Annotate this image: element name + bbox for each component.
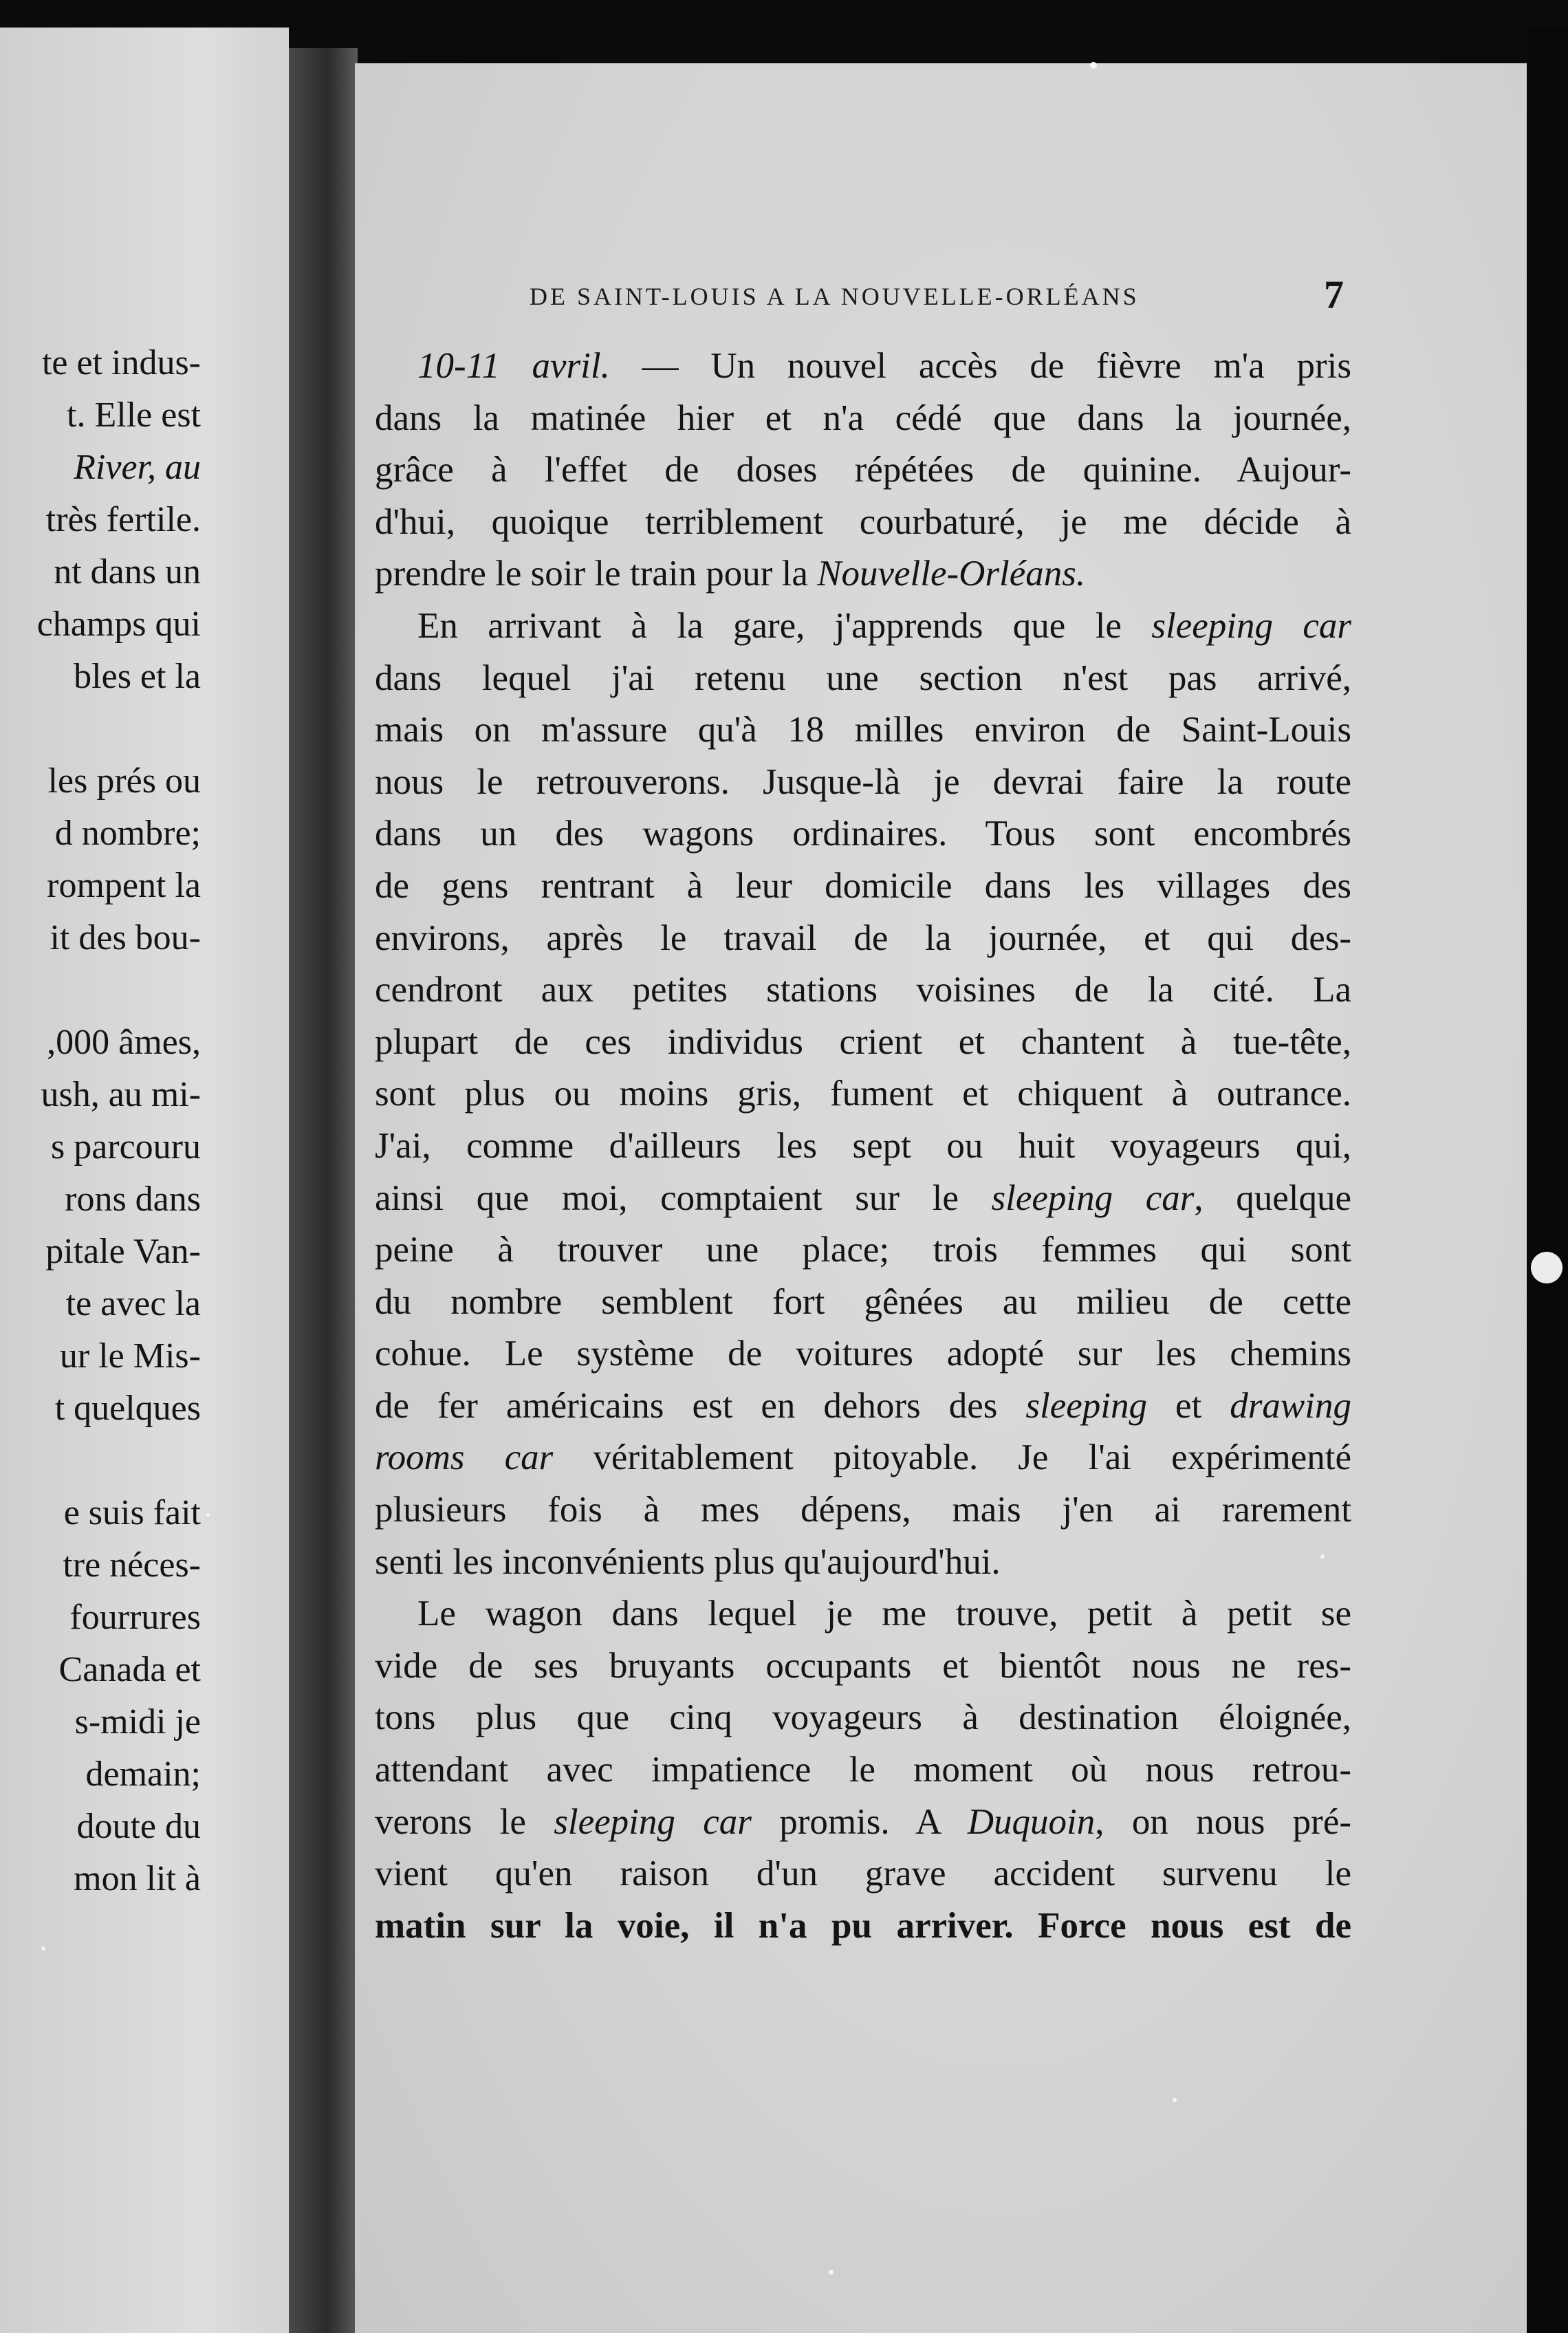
left-line: it des bou- <box>50 918 201 957</box>
left-facing-page <box>0 28 289 2333</box>
text-line: grâce à l'effet de doses répétées de quinine. Aujour- <box>375 450 1351 490</box>
text-line: plupart de ces individus crient et chantent à tue-tête, <box>375 1021 1351 1062</box>
text-line: nous le retrouverons. Jusque-là je devrai faire la route <box>375 761 1351 802</box>
left-line: champs qui <box>36 605 201 644</box>
text-line: vient qu'en raison d'un grave accident survenu le <box>375 1854 1351 1894</box>
left-line: demain; <box>85 1755 201 1794</box>
text-line: ainsi que moi, comptaient sur le sleeping car, quelque <box>375 1178 1351 1218</box>
text-line: En arrivant à la gare, j'apprends que le sleeping car <box>417 605 1352 646</box>
text-line: prendre le soir le train pour la Nouvelle-Orléans. <box>375 554 1086 594</box>
text-line: d'hui, quoique terriblement courbaturé, je me décide à <box>375 501 1351 542</box>
text-line: de gens rentrant à leur domicile dans les villages des <box>375 865 1351 906</box>
place-name: Nouvelle-Orléans. <box>817 554 1086 594</box>
text-line: Le wagon dans lequel je me trouve, petit à petit se <box>417 1594 1351 1634</box>
text-line: dans la matinée hier et n'a cédé que dans la journée, <box>375 398 1351 438</box>
left-line: les prés ou <box>47 761 201 801</box>
text-line: vide de ses bruyants occupants et bientôt nous ne res- <box>375 1645 1351 1686</box>
scan-speck <box>206 1513 210 1517</box>
text-line: attendant avec impatience le moment où nous retrou- <box>375 1750 1351 1790</box>
text-line: senti les inconvénients plus qu'aujourd'hui. <box>375 1541 1001 1582</box>
left-line: e suis fait <box>63 1493 201 1532</box>
page-body-text <box>375 340 1351 1952</box>
left-line-gap <box>0 964 201 1017</box>
left-line: River, au <box>74 448 201 487</box>
place-name: Duquoin <box>967 1801 1096 1842</box>
text-line: peine à trouver une place; trois femmes qui sont <box>375 1230 1351 1270</box>
text-line: verons le sleeping car promis. A Duquoin, on nous pré- <box>375 1801 1351 1842</box>
scan-speck <box>1531 1252 1562 1283</box>
left-line: t. Elle est <box>67 395 201 435</box>
left-line: rompent la <box>47 866 201 905</box>
left-line: nt dans un <box>54 552 201 592</box>
page-number: 7 <box>1324 272 1344 317</box>
left-line: t quelques <box>54 1389 201 1428</box>
scan-right-border <box>1527 28 1568 2333</box>
left-line-gap <box>0 1435 201 1487</box>
scan-speck <box>41 1946 45 1951</box>
left-line: très fertile. <box>45 500 201 539</box>
text-line: cohue. Le système de voitures adopté sur les chemins <box>375 1334 1351 1374</box>
left-line: doute du <box>76 1807 201 1846</box>
text-line: rooms car véritablement pitoyable. Je l'ai expérimenté <box>375 1437 1352 1478</box>
scan-speck <box>829 2270 834 2275</box>
scan-speck <box>1090 62 1097 69</box>
text-line: J'ai, comme d'ailleurs les sept ou huit voyageurs qui, <box>375 1125 1351 1166</box>
left-page-text <box>0 337 201 1905</box>
text-line: dans un des wagons ordinaires. Tous sont encombrés <box>375 814 1351 854</box>
left-line: ush, au mi- <box>41 1075 201 1114</box>
left-line: fourrures <box>69 1598 201 1637</box>
text-line: sont plus ou moins gris, fument et chiquent à outrance. <box>375 1074 1351 1114</box>
left-line: s-midi je <box>74 1702 201 1741</box>
left-line: pitale Van- <box>45 1232 201 1271</box>
book-gutter-shadow <box>289 48 358 2333</box>
running-head: DE SAINT-LOUIS A LA NOUVELLE-ORLÉANS <box>530 283 1140 310</box>
left-line: mon lit à <box>74 1859 201 1898</box>
left-line: bles et la <box>74 657 201 696</box>
text-line: cendront aux petites stations voisines de la cité. La <box>375 970 1351 1010</box>
left-line: te avec la <box>65 1284 201 1323</box>
entry-date: 10-11 avril. <box>417 346 610 386</box>
left-line: d nombre; <box>54 814 201 853</box>
left-line: te et indus- <box>41 343 201 382</box>
text-line: de fer américains est en dehors des sleeping et drawing <box>375 1385 1351 1426</box>
text-line: matin sur la voie, il n'a pu arriver. Force nous est de <box>375 1905 1351 1946</box>
text-line: du nombre semblent fort gênées au milieu de cette <box>375 1281 1351 1322</box>
left-line: Canada et <box>58 1650 201 1689</box>
left-line: ur le Mis- <box>59 1336 201 1376</box>
left-line: rons dans <box>65 1180 201 1219</box>
text-line: mais on m'assure qu'à 18 milles environ de Saint-Louis <box>375 710 1351 750</box>
text-line: environs, après le travail de la journée, et qui des- <box>375 918 1351 958</box>
left-line: ,000 âmes, <box>47 1023 201 1062</box>
text-line: 10-11 avril. — Un nouvel accès de fièvre m'a pris <box>417 346 1351 386</box>
left-line-gap <box>0 703 201 755</box>
text-line: plusieurs fois à mes dépens, mais j'en ai rarement <box>375 1490 1351 1530</box>
left-line: s parcouru <box>50 1127 201 1166</box>
scan-speck <box>1173 2098 1177 2102</box>
text-line: dans lequel j'ai retenu une section n'est pas arrivé, <box>375 658 1351 698</box>
text-line: tons plus que cinq voyageurs à destination éloignée, <box>375 1697 1351 1738</box>
left-line: tre néces- <box>63 1545 201 1585</box>
scan-speck <box>1320 1554 1325 1559</box>
